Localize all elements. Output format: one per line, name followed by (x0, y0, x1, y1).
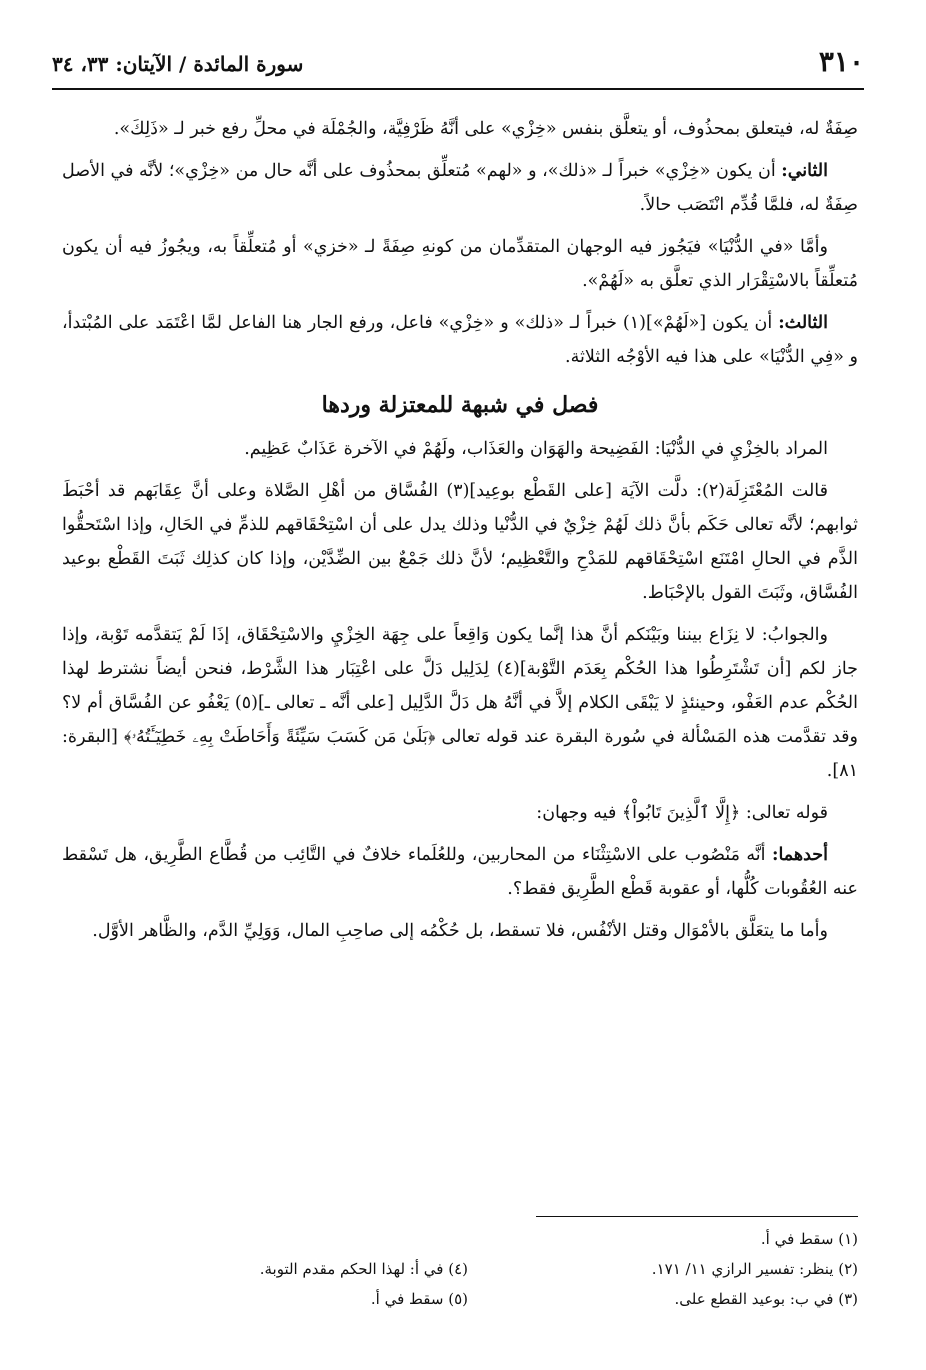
paragraph-3: وأمَّا «في الدُّنْيَا» فيَجُوز فيه الوجهان المتقدِّمان من كونهِ صِفَةً لـ «خزي» أو مُتعلِّقاً به، ويجُوزُ فيه أن يكون مُتعلِّقاً بالاسْتِقْرَار الذي تعلَّق به «لَهُمْ». (62, 237, 858, 291)
paragraph-7: والجوابُ: لا نِزَاع بيننا وبَيْنَكم أنَّ هذا إنَّما يكون وَاقِعاً على جِهَة الخِزْيِ والاسْتِحْقَاق، إذَا لَمْ يَتقدَّمه تَوْبة، وإذا جاز لكم [أن تَشْتَرِطُوا هذا الحُكْم بِعَدَم التَّوْبة](٤) لِدَلِيل دَلَّ على اعْتِبَار هذا الشَّرْط، فنحن أيضاً نشترط لهذا الحُكْم عدم العَفْو، وحينئذٍ لا يَبْقَى الكلام إلاَّ في أنَّهُ هل دَلَّ الدَّلِيل [على أنَّه ـ تعالى ـ](٥) يَعْفُو عن الفُسَّاق أم لا؟ وقد تقدَّمت هذه المَسْألة في سُورة البقرة عند قوله تعالى ﴿بَلَىٰ مَن كَسَبَ سَيِّئَةً وَأَحَاطَتْ بِهِۦ خَطِيٓـَٔتُهُۥ﴾ [البقرة: ٨١]. (62, 625, 858, 781)
running-title: سورة المائدة / الآيتان: ٣٣، ٣٤ (52, 52, 304, 76)
footnote-1: (١) سقط في أ. (760, 1230, 858, 1248)
header-rule (52, 88, 864, 90)
paragraph-10: وأما ما يتعَلَّق بالأمْوَال وقتل الأنْفُس، فلا تسقط، بل حُكْمُه إلى صاحِبِ المال، وَوَلِيِّ الدَّم، والظَّاهر الأوَّل. (92, 921, 828, 941)
footnote-4: (٤) في أ: لهذا الحكم مقدم التوبة. (259, 1260, 468, 1278)
paragraph-9 (62, 838, 858, 906)
paragraph-5: المراد بالخِزْيِ في الدُّنْيَا: الفَضِيحة والهَوَان والعَذَاب، ولَهُمْ في الآخرة عَذَابٌ عَظِيم. (244, 439, 828, 459)
page-number: ٣١٠ (818, 45, 864, 78)
footnote-2: (٢) ينظر: تفسير الرازي ١١/ ١٧١. (651, 1260, 858, 1278)
paragraph-4-lead: الثالث: (778, 313, 828, 333)
paragraph-4 (62, 306, 858, 374)
paragraph-2-lead: الثاني: (781, 161, 828, 181)
paragraph-6: قالت المُعْتَزِلَة(٢): دلَّت الآيَة [على القَطْع بوعِيد](٣) الفُسَّاق من أهْلِ الصَّلاة وعلى أنَّ عِقَابَهم قد أحْبَطَ ثوابهم؛ لأنَّه تعالى حَكَم بأنَّ ذلك لَهُمْ خِزْيٌ في الدُّنْيا وذلك يدل على أن اسْتِحْقَاقهم للذمِّ في الحَالِ، وإذا اسْتَحقُّوا الذَّم في الحالِ امْتَنَع اسْتِحْقَاقهم للمَدْحِ والتَّعْظِيم؛ لأنَّ ذلك جَمْعٌ بين الضِّدَّيْن، وإذا كان كذلِك ثَبَتَ القَطْع بوعيد الفُسَّاق، وثَبَتَ القول بالإحْبَاط. (62, 481, 858, 603)
footnote-5: (٥) سقط في أ. (370, 1290, 468, 1308)
paragraph-9-text: أنَّه مَنْصُوب على الاسْتِثْنَاء من المحاربين، وللعُلَماء خلافٌ في التَّائِب من قُطَّاع الطَّرِيق، هل تَسْقط عنه العُقُوبات كُلُّها، أو عقوبة قَطْع الطَّرِيق فقط؟. (62, 845, 858, 899)
paragraph-9-lead: أحدهما: (771, 845, 828, 865)
footnote-rule (536, 1216, 858, 1217)
footnote-3: (٣) في ب: بوعيد القطع على. (674, 1290, 858, 1308)
paragraph-8: قوله تعالى: ﴿إِلَّا ٱلَّذِينَ تَابُواْ﴾ فيه وجهان: (536, 803, 828, 823)
paragraph-1: صِفَةٌ له، فيتعلق بمحذُوف، أو يتعلَّق بنفس «خِزْي» على أنَّهُ ظَرْفِيَّة، والجُمْلَة في محلِّ رفع خبر لـ «ذَلِكَ». (113, 119, 858, 139)
main-text (62, 112, 858, 956)
footnotes-left-column (88, 1254, 468, 1314)
paragraph-2 (62, 154, 858, 222)
paragraph-2-text: أن يكون «خِزْي» خبراً لـ «ذلك»، و «لهم» مُتعلِّق بمحذُوف على أنَّه حال من «خِزْي»؛ لأنَّه في الأصل صِفَةٌ له، فلمَّا قُدِّم انْتَصَب حالاً. (62, 161, 858, 215)
section-heading: فصل في شبهة للمعتزلة وردها (321, 392, 599, 418)
footnotes-right-column (498, 1224, 858, 1314)
page-header (52, 44, 864, 84)
paragraph-4-text: أن يكون [«لَهُمْ»](١) خبراً لـ «ذلك» و «خِزْي» فاعل، ورفع الجار هنا الفاعل لمَّا اعْتَمَد على المُبْتدأ، و «فِي الدُّنْيَا» على هذا فيه الأوْجُه الثلاثة. (62, 313, 858, 367)
